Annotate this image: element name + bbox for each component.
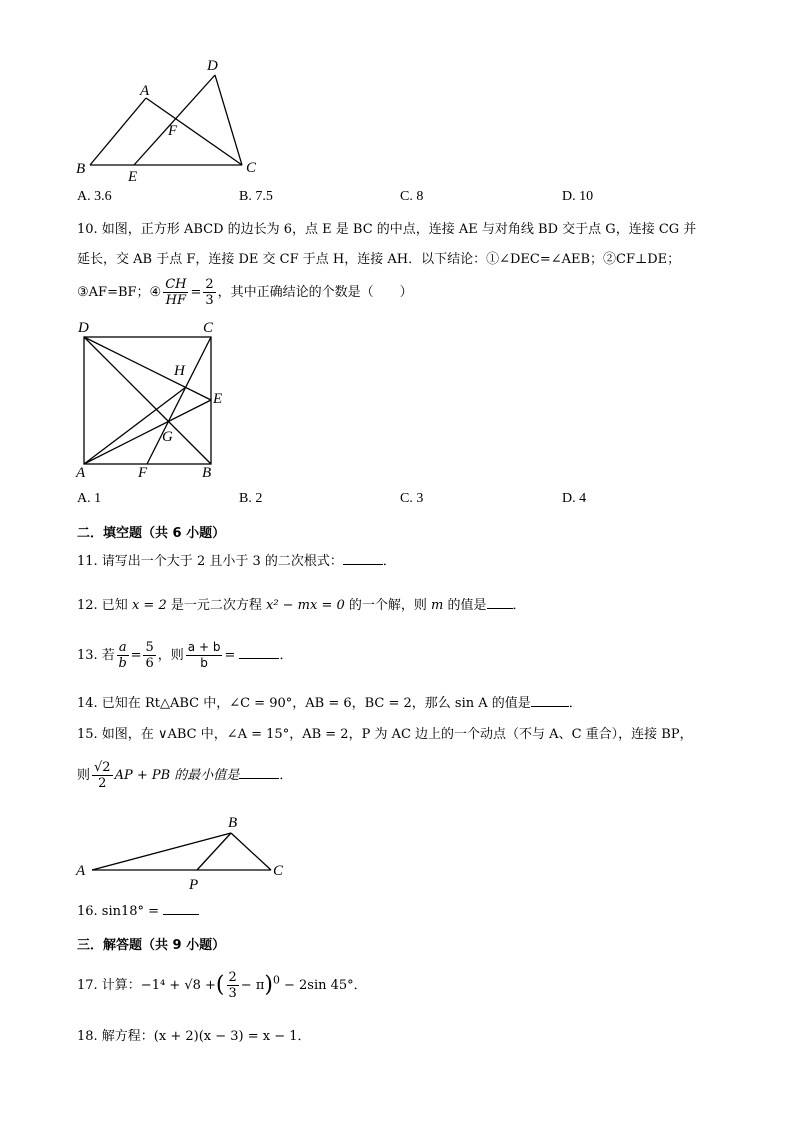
answer-blank: [239, 778, 279, 779]
label-g: G: [162, 429, 173, 445]
q10-option-b: B. 2: [239, 491, 263, 506]
q12-m: m: [431, 598, 444, 613]
q18: 18. 解方程：(x + 2)(x − 3) = x − 1．: [77, 1029, 311, 1044]
label-a: A: [76, 465, 86, 481]
q9-option-b: B. 7.5: [239, 189, 273, 204]
q15-pre: 则: [77, 768, 91, 783]
frac-b2: b: [200, 656, 208, 670]
label-a: A: [140, 83, 150, 99]
answer-blank: [343, 564, 383, 565]
fraction-5-6: [143, 640, 155, 671]
q10-line1: 10. 如图，正方形 ABCD 的边长为 6，点 E 是 BC 的中点，连接 AE 与对角线 BD 交于点 G，连接 CG 并: [77, 222, 697, 237]
segment-bc: [231, 833, 271, 870]
fraction-apb-b: [186, 640, 223, 671]
q10-line2: 延长，交 AB 于点 F，连接 DE 交 CF 于点 H，连接 AH．以下结论：①∠DEC=∠AEB；②CF⊥DE；: [77, 252, 681, 267]
figure-q15: [70, 812, 300, 894]
label-e: E: [128, 169, 138, 185]
q16: [77, 903, 199, 921]
label-b: B: [228, 815, 238, 831]
fraction-ch-hf: [163, 277, 188, 308]
label-c: C: [273, 863, 284, 879]
label-c: C: [246, 160, 257, 176]
segment-ah: [84, 387, 186, 464]
frac-6: 6: [145, 656, 154, 671]
q15-line1: 15. 如图，在 ∨ABC 中，∠A = 15°，AB = 2，P 为 AC 边上的一个动点（不与 A、C 重合），连接 BP，: [77, 727, 693, 742]
answer-blank: [239, 658, 279, 659]
segment-ae: [84, 400, 211, 464]
answer-blank: [163, 914, 199, 915]
section-heading-solutions: 三．解答题（共 9 小题）: [77, 938, 226, 953]
fraction-a-b: [117, 640, 129, 671]
label-d: D: [78, 320, 89, 336]
label-b: B: [76, 161, 86, 177]
q15-line2: 则 $\frac{√2}{2}$ AP + PB 的最小值是 ．: [77, 760, 293, 791]
label-d: D: [207, 58, 218, 74]
frac-ch: CH: [165, 277, 187, 292]
fraction-2-3: [203, 277, 215, 308]
q12-pre: 12. 已知: [77, 598, 132, 613]
q9-option-a: A. 3.6: [77, 189, 112, 204]
q15-post: AP + PB 的最小值是: [114, 768, 240, 783]
frac-hf: HF: [165, 293, 187, 308]
segment-ba: [90, 98, 146, 165]
q12-math1: x = 2: [131, 598, 167, 613]
q12-math2: x² − mx = 0: [265, 598, 345, 613]
frac-2: 2: [228, 970, 237, 985]
answer-blank: [531, 706, 569, 707]
frac-3: 3: [228, 986, 237, 1001]
answer-blank: [487, 608, 513, 609]
q12-post2: 的值是: [443, 598, 487, 613]
q10-line3: [77, 277, 413, 308]
label-e: E: [213, 391, 223, 407]
frac-apb: a + b: [187, 640, 221, 654]
q17-post: − 2sin 45°．: [279, 978, 367, 993]
q11: 11. 请写出一个大于 2 且小于 3 的二次根式： ．: [77, 554, 396, 569]
segment-ab: [92, 833, 231, 870]
label-b: B: [202, 465, 212, 481]
frac-2: 2: [98, 776, 107, 791]
label-a: A: [76, 863, 86, 879]
figure-q10: [70, 315, 235, 483]
q10-option-d: D. 4: [562, 491, 587, 506]
segment-ac: [146, 98, 242, 165]
q14-text: 14. 已知在 Rt△ABC 中，∠C = 90°，AB = 6，BC = 2，那么 sin A 的值是: [77, 696, 531, 711]
q11-text: 11. 请写出一个大于 2 且小于 3 的二次根式：: [77, 554, 343, 569]
frac-a: a: [118, 640, 127, 655]
q12-mid: 是一元二次方程: [166, 598, 266, 613]
q12: 12. 已知 x = 2 是一元二次方程 x² − mx = 0 的一个解，则 m 的值是 ．: [77, 598, 526, 613]
q13: 13. 若 $\frac{a}{b}$ = $\frac{5}{6}$ ，则 $\frac{a + b}{b}$ = ．: [77, 640, 293, 671]
diagonal-db: [84, 337, 211, 464]
fraction-2-3: [227, 970, 239, 1001]
q12-post1: 的一个解，则: [344, 598, 432, 613]
q17-pre: 17. 计算：−1⁴ + √8 +: [77, 978, 216, 993]
label-c: C: [203, 320, 214, 336]
label-p: P: [189, 877, 199, 893]
q16-text: 16. sin18° =: [77, 904, 160, 919]
label-f: F: [168, 123, 178, 139]
q17-mid: − π: [240, 978, 265, 993]
label-h: H: [174, 363, 185, 379]
label-f: F: [138, 465, 148, 481]
q10-option-a: A. 1: [77, 491, 102, 506]
q10-line3-pre: ③AF=BF；④: [77, 285, 162, 300]
section-heading-fill-in: 二．填空题（共 6 小题）: [77, 526, 226, 541]
q13-pre: 13. 若: [77, 648, 115, 663]
figure-q9: [70, 55, 270, 185]
paren-right: ): [264, 972, 273, 998]
frac-3: 3: [205, 293, 214, 308]
segment-de: [84, 337, 211, 400]
exponent: 0: [272, 973, 280, 987]
segment-dc: [215, 75, 242, 165]
fraction-sqrt2-2: [92, 760, 113, 791]
frac-sqrt2: √2: [94, 760, 111, 775]
equals: =: [130, 648, 142, 663]
q9-option-c: C. 8: [400, 189, 424, 204]
paren-left: (: [215, 972, 225, 998]
segment-cf: [147, 337, 211, 464]
frac-b: b: [118, 656, 127, 671]
frac-5: 5: [145, 640, 154, 655]
frac-2: 2: [205, 277, 214, 292]
q9-option-d: D. 10: [562, 189, 594, 204]
equals: =: [224, 648, 236, 663]
equals: =: [190, 285, 202, 300]
q14: 14. 已知在 Rt△ABC 中，∠C = 90°，AB = 6，BC = 2，那么 sin A 的值是 ．: [77, 696, 582, 711]
q17: [77, 970, 367, 1001]
segment-bp: [197, 833, 231, 870]
q10-option-c: C. 3: [400, 491, 424, 506]
q10-line3-post: ，其中正确结论的个数是（ ）: [217, 285, 413, 300]
q13-mid: ，则: [157, 648, 184, 663]
